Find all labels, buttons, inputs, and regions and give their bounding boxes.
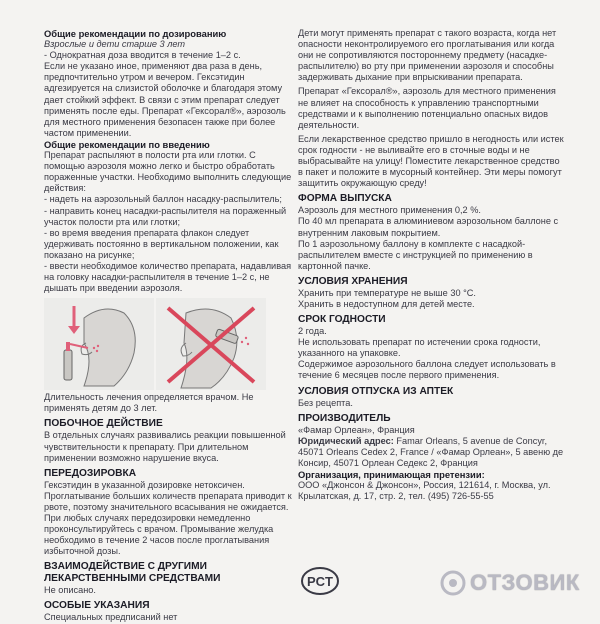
admin-item: - ввести необходимое количество препарата, надавливая на головку насадки-распылителя в течение 1–2 с, не дышать при введении аэрозоля.: [44, 260, 292, 294]
legal-address: [298, 436, 566, 469]
incorrect-use-figure: [156, 298, 266, 390]
right-column: [298, 28, 566, 502]
dosing-line: - Однократная доза вводится в течение 1–2 с.: [44, 50, 241, 61]
overdose-title: ПЕРЕДОЗИРОВКА: [44, 467, 137, 479]
special-text: Специальных предписаний нет: [44, 612, 178, 623]
shelf-life-text: Не использовать препарат по истечении срока годности, указанного на упаковке.: [298, 337, 541, 359]
watermark-text: ОТЗОВИК: [470, 570, 580, 595]
interaction-text: Не описано.: [44, 585, 96, 596]
interaction-title: ВЗАИМОДЕЙСТВИЕ С ДРУГИМИ ЛЕКАРСТВЕННЫМИ СРЕДСТВАМИ: [44, 561, 221, 585]
watermark: [440, 570, 580, 596]
special-title: ОСОБЫЕ УКАЗАНИЯ: [44, 600, 150, 612]
left-column: [44, 28, 292, 624]
sale-title: УСЛОВИЯ ОТПУСКА ИЗ АПТЕК: [298, 385, 454, 397]
duration-text: Длительность лечения определяется врачом. Не применять детям до 3 лет.: [44, 392, 254, 414]
side-effects-title: ПОБОЧНОЕ ДЕЙСТВИЕ: [44, 418, 163, 430]
usage-illustration: [44, 298, 292, 390]
form-text: Аэрозоль для местного применения 0,2 %.: [298, 205, 481, 216]
storage-title: УСЛОВИЯ ХРАНЕНИЯ: [298, 275, 408, 287]
side-effects-text: В отдельных случаях развивались реакции повышенной чувствительности к препарату. При длительном применении возможно нарушение вкуса.: [44, 430, 286, 463]
dosing-subtitle: Взрослые и дети старше 3 лет: [44, 39, 186, 50]
sale-text: Без рецепта.: [298, 397, 353, 408]
form-text: По 1 аэрозольному баллону в комплекте с насадкой-распылителем вместе с инструкцией по применению в картонной пачке.: [298, 238, 533, 271]
manufacturer-name: «Фамар Орлеан», Франция: [298, 424, 415, 435]
svg-text:PCT: PCT: [307, 574, 333, 589]
form-text: По 40 мл препарата в алюминиевом аэрозольном баллоне с внутренним лаковым покрытием.: [298, 216, 559, 238]
form-title: ФОРМА ВЫПУСКА: [298, 193, 392, 205]
claims-org-text: ООО «Джонсон & Джонсон», Россия, 121614, г. Москва, ул. Крылатская, д. 17, стр. 2, тел. (495) 726-55-55: [298, 480, 551, 502]
legal-address-label: Юридический адрес:: [298, 435, 394, 446]
admin-item: - надеть на аэрозольный баллон насадку-распылитель;: [44, 194, 282, 205]
shelf-life-title: СРОК ГОДНОСТИ: [298, 314, 386, 326]
drive-text: Препарат «Гексорал®», аэрозоль для местного применения не влияет на способность к управлению транспортными средствами и к выполнению потенциально опасных видов деятельности.: [298, 86, 556, 130]
dosing-text: Если не указано иное, применяют два раза в день, предпочтительно утром и вечером. Гексэтидин адгезируется на слизистой оболочке и благодаря этому дает стойкий эффект. В связи с этим препарат следует применять после еды. Препарат «Гексорал®», аэрозоль для местного применения безопасен также при более частом применении.: [44, 61, 286, 138]
shelf-life-text: 2 года.: [298, 326, 327, 337]
disposal-text: Если лекарственное средство пришло в негодность или истек срок годности - не выливайте его в сточные воды и не выбрасывайте на улицу! Поместите лекарственное средство в пакет и положите в мусорный контейнер. Эти меры помогут защитить окружающую среду!: [298, 133, 564, 189]
kids-text: Дети могут применять препарат с такого возраста, когда нет опасности неконтролируемого его проглатывания или когда они не сопротивляются постороннему предмету (насадке-распылителю) во рту при применении аэрозоля и способны задерживать дыхание при впрыскивании препарата.: [298, 28, 557, 83]
shelf-life-text: Содержимое аэрозольного баллона следует использовать в течение 6 месяцев после первого применения.: [298, 359, 556, 381]
manufacturer-title: ПРОИЗВОДИТЕЛЬ: [298, 412, 391, 424]
claims-org-label: Организация, принимающая претензии:: [298, 469, 485, 480]
dosing-title: Общие рекомендации по дозированию: [44, 28, 227, 39]
admin-item: - направить конец насадки-распылителя на пораженный участок полости рта или глотки;: [44, 205, 287, 227]
admin-text: Препарат распыляют в полости рта или глотки. С помощью аэрозоля можно легко и быстро обработать пораженные участки. Необходимо выполнить следующие действия:: [44, 150, 292, 194]
admin-item: - во время введения препарата флакон следует удерживать постоянно в вертикальном положении, как показано на рисунке;: [44, 227, 279, 260]
admin-title: Общие рекомендации по введению: [44, 138, 210, 150]
watermark-logo-icon: [440, 570, 466, 596]
overdose-text: Гексэтидин в указанной дозировке нетоксичен. Проглатывание больших количеств препарата приводит к рвоте, поэтому значительного всасывания не ожидается. При любых случаях передозировки немедленно проконсультируйтесь с врачом. Промывание желудка необходимо в течение 2 часов после проглатывания избыточной дозы.: [44, 479, 292, 557]
storage-text: Хранить при температуре не выше 30 °С.: [298, 287, 476, 298]
storage-text: Хранить в недоступном для детей месте.: [298, 298, 475, 309]
legal-address-text: Famar Orleans, 5 avenue de Concyr, 45071 Orleans Cedex 2, France / «Фамар Орлеан», 5 авеню де Консир, 45071 Орлеан Седекс 2, Франция: [298, 435, 564, 468]
correct-use-figure: [44, 298, 154, 390]
certification-mark-icon: [300, 566, 340, 596]
